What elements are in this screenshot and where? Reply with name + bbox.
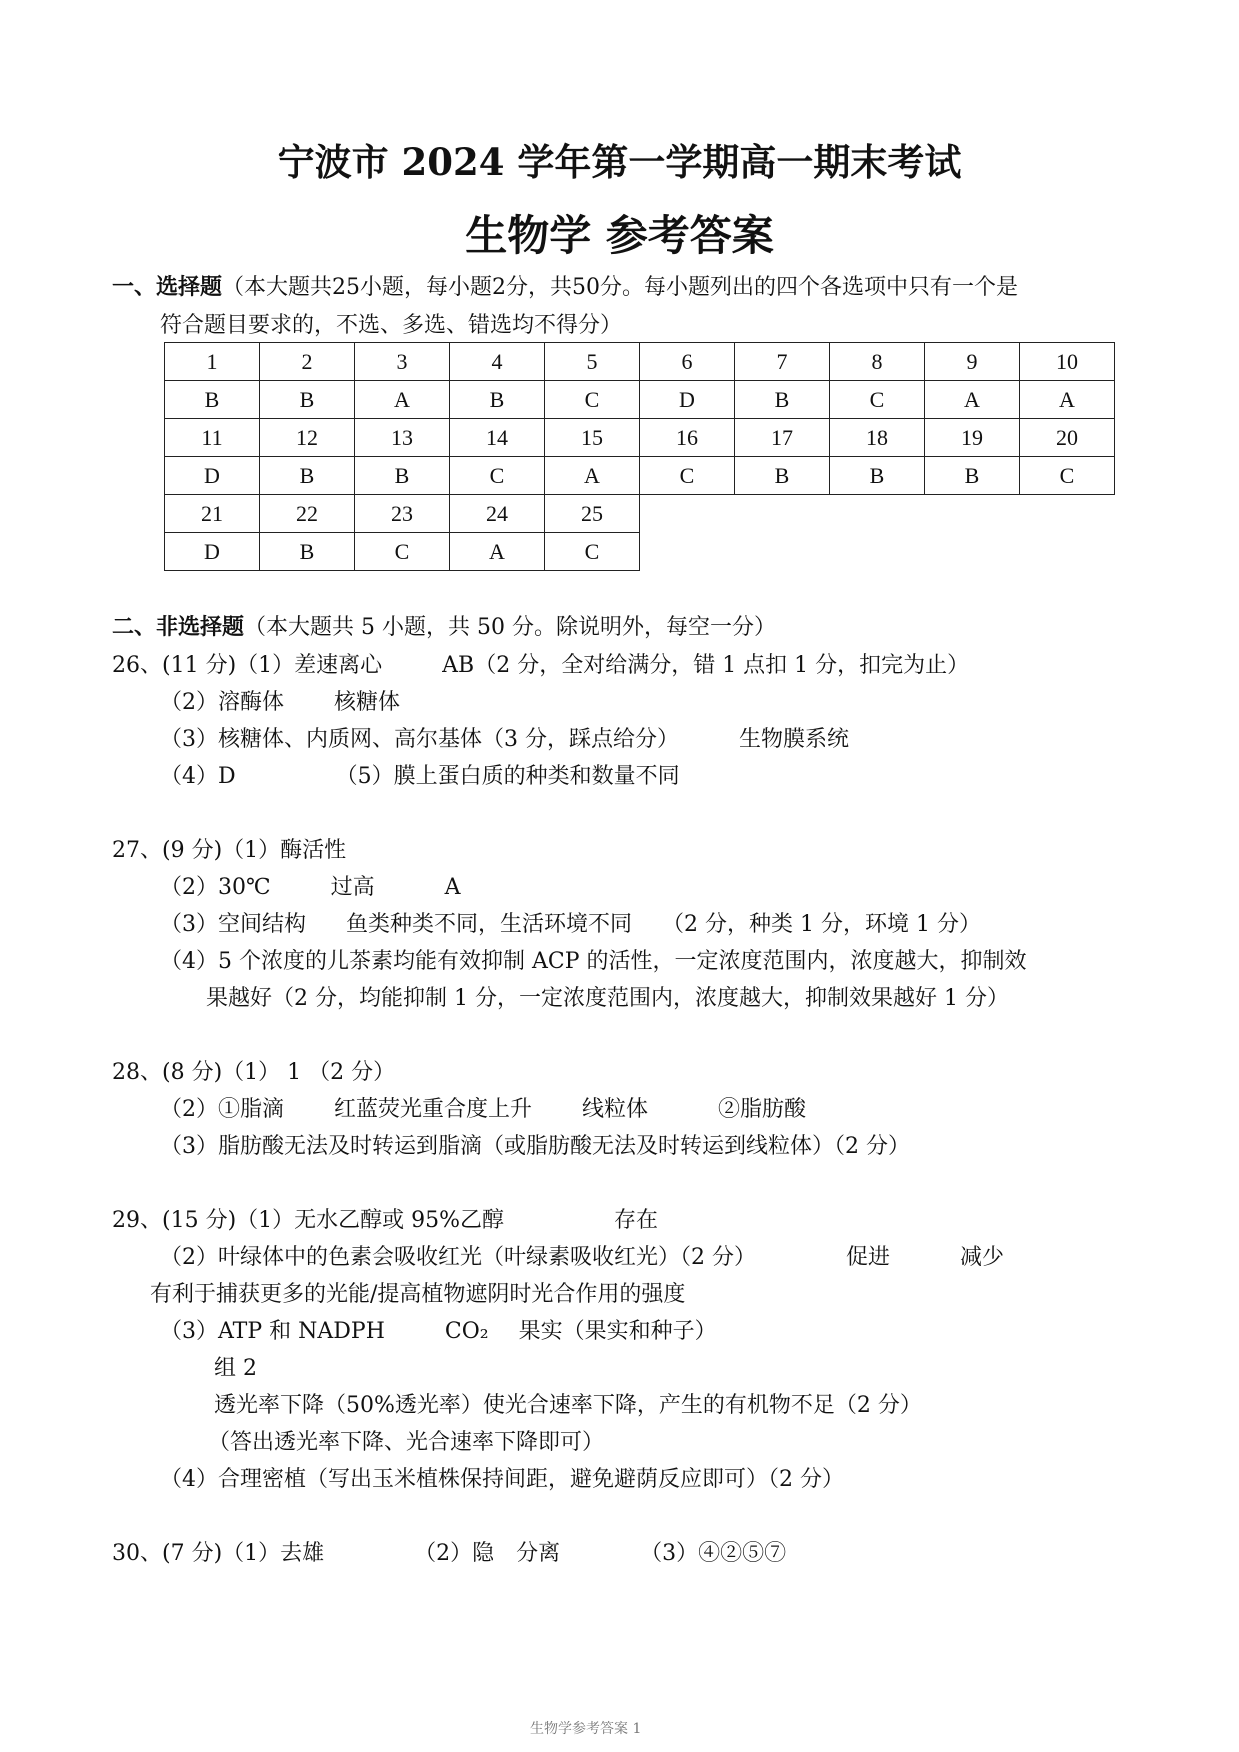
table-cell: 16 xyxy=(640,419,735,457)
empty-cell xyxy=(830,495,925,533)
q26-line-3 xyxy=(160,722,849,753)
q26-part-3: （3）核糖体、内质网、高尔基体（3 分，踩点给分） xyxy=(160,727,679,752)
empty-cell xyxy=(735,533,830,571)
q29-part-1b: 存在 xyxy=(614,1208,659,1233)
table-cell: 5 xyxy=(545,343,640,381)
q29-line-7: （答出透光率下降、光合速率下降即可） xyxy=(208,1430,605,1455)
table-cell: C xyxy=(1020,457,1115,495)
table-cell: 7 xyxy=(735,343,830,381)
table-cell: 12 xyxy=(260,419,355,457)
page-footer: 生物学参考答案 1 xyxy=(530,1721,642,1737)
q27-line-1: 27、(9 分)（1）酶活性 xyxy=(112,838,347,863)
table-cell: B xyxy=(925,457,1020,495)
table-cell: D xyxy=(165,533,260,571)
table-cell: B xyxy=(260,533,355,571)
q27-line-2 xyxy=(160,870,461,901)
page-subtitle: 生物学 参考答案 xyxy=(465,211,774,260)
q28-line-3: （3）脂肪酸无法及时转运到脂滴（或脂肪酸无法及时转运到线粒体）（2 分） xyxy=(160,1134,910,1159)
table-row xyxy=(165,419,1115,457)
table-cell: B xyxy=(355,457,450,495)
q29-part-4c: 果实（果实和种子） xyxy=(518,1319,717,1344)
q30-line-1 xyxy=(112,1536,786,1567)
table-cell: 19 xyxy=(925,419,1020,457)
empty-cell xyxy=(640,495,735,533)
q26-part-1: 26、(11 分)（1）差速离心 xyxy=(112,653,383,678)
table-cell: B xyxy=(450,381,545,419)
q29-part-4b: CO₂ xyxy=(444,1319,489,1344)
q28-part-2b: 红蓝荧光重合度上升 xyxy=(334,1097,533,1122)
table-cell: 14 xyxy=(450,419,545,457)
q29-line-3: 有利于捕获更多的光能/提高植物遮阴时光合作用的强度 xyxy=(150,1282,686,1307)
q29-part-2a: （2）叶绿体中的色素会吸收红光（叶绿素吸收红光）（2 分） xyxy=(160,1245,756,1270)
table-cell: D xyxy=(640,381,735,419)
section1-desc-2: 符合题目要求的，不选、多选、错选均不得分） xyxy=(160,313,623,338)
table-cell: C xyxy=(830,381,925,419)
q28-line-1: 28、(8 分)（1） 1 （2 分） xyxy=(112,1060,396,1085)
table-row xyxy=(165,533,1115,571)
q27-part-2a: （2）30℃ xyxy=(160,875,271,900)
q30-part-1c: （3）④②⑤⑦ xyxy=(640,1541,787,1566)
q28-part-2d: ②脂肪酸 xyxy=(718,1097,807,1122)
q26-part-5: （5）膜上蛋白质的种类和数量不同 xyxy=(335,764,680,789)
table-cell: A xyxy=(1020,381,1115,419)
q29-line-4 xyxy=(160,1314,717,1345)
page-title: 宁波市 2024 学年第一学期高一期末考试 xyxy=(277,140,962,184)
table-cell: 4 xyxy=(450,343,545,381)
table-cell: 13 xyxy=(355,419,450,457)
q28-line-2 xyxy=(160,1092,806,1123)
q30-part-1a: 30、(7 分)（1）去雄 xyxy=(112,1541,325,1566)
q27-part-2c: A xyxy=(444,875,461,900)
table-cell: 1 xyxy=(165,343,260,381)
table-cell: A xyxy=(545,457,640,495)
empty-cell xyxy=(1020,495,1115,533)
table-cell: 24 xyxy=(450,495,545,533)
q26-line-2 xyxy=(160,685,400,716)
table-cell: C xyxy=(355,533,450,571)
table-cell: C xyxy=(545,381,640,419)
q27-line-4: （4）5 个浓度的儿茶素均能有效抑制 ACP 的活性，一定浓度范围内，浓度越大，抑制效 xyxy=(160,949,1027,974)
q26-line-1 xyxy=(112,648,969,679)
table-cell: 8 xyxy=(830,343,925,381)
table-cell: B xyxy=(260,381,355,419)
section1-heading: 一、选择题 xyxy=(112,274,223,300)
table-row xyxy=(165,495,1115,533)
table-cell: 15 xyxy=(545,419,640,457)
q29-part-2b: 促进 xyxy=(846,1245,891,1270)
section2-desc: （本大题共 5 小题，共 50 分。除说明外，每空一分） xyxy=(244,615,776,640)
section1-desc-1: （本大题共25小题，每小题2分，共50分。每小题列出的四个各选项中只有一个是 xyxy=(222,275,1019,300)
q27-part-3c: （2 分，种类 1 分，环境 1 分） xyxy=(662,912,981,937)
table-cell: 25 xyxy=(545,495,640,533)
q26-part-1b: AB（2 分，全对给满分，错 1 点扣 1 分，扣完为止） xyxy=(442,653,970,678)
q29-line-2 xyxy=(160,1240,1004,1271)
table-cell: 17 xyxy=(735,419,830,457)
table-cell: 11 xyxy=(165,419,260,457)
empty-cell xyxy=(1020,533,1115,571)
table-cell: B xyxy=(830,457,925,495)
q29-part-1a: 29、(15 分)（1）无水乙醇或 95%乙醇 xyxy=(112,1208,505,1233)
section2-line xyxy=(112,610,776,641)
empty-cell xyxy=(925,533,1020,571)
section2-heading: 二、非选择题 xyxy=(112,614,245,640)
section1-line1 xyxy=(112,270,1018,301)
q26-part-3b: 生物膜系统 xyxy=(739,727,850,752)
table-cell: B xyxy=(260,457,355,495)
q27-part-2b: 过高 xyxy=(330,875,375,900)
table-cell: 20 xyxy=(1020,419,1115,457)
table-cell: 10 xyxy=(1020,343,1115,381)
empty-cell xyxy=(735,495,830,533)
table-cell: 3 xyxy=(355,343,450,381)
q28-part-2c: 线粒体 xyxy=(582,1097,649,1122)
q29-line-1 xyxy=(112,1203,658,1234)
table-cell: A xyxy=(450,533,545,571)
answer-table xyxy=(164,342,1115,571)
empty-cell xyxy=(830,533,925,571)
table-cell: 23 xyxy=(355,495,450,533)
table-cell: B xyxy=(165,381,260,419)
table-cell: 9 xyxy=(925,343,1020,381)
table-row xyxy=(165,457,1115,495)
table-cell: A xyxy=(355,381,450,419)
table-cell: D xyxy=(165,457,260,495)
table-cell: B xyxy=(735,381,830,419)
empty-cell xyxy=(640,533,735,571)
table-cell: C xyxy=(545,533,640,571)
q29-line-8: （4）合理密植（写出玉米植株保持间距，避免避荫反应即可）（2 分） xyxy=(160,1467,844,1492)
q29-part-4a: （3）ATP 和 NADPH xyxy=(160,1319,385,1344)
q26-part-4: （4）D xyxy=(160,764,236,789)
q26-part-2: （2）溶酶体 xyxy=(160,690,284,715)
q29-line-5: 组 2 xyxy=(214,1356,257,1381)
table-row xyxy=(165,343,1115,381)
table-cell: 22 xyxy=(260,495,355,533)
table-cell: 2 xyxy=(260,343,355,381)
table-cell: 18 xyxy=(830,419,925,457)
q26-line-4 xyxy=(160,759,680,790)
q27-part-3a: （3）空间结构 xyxy=(160,912,306,937)
empty-cell xyxy=(925,495,1020,533)
table-cell: C xyxy=(640,457,735,495)
table-cell: 21 xyxy=(165,495,260,533)
q27-line-3 xyxy=(160,907,981,938)
table-cell: B xyxy=(735,457,830,495)
table-cell: A xyxy=(925,381,1020,419)
table-cell: C xyxy=(450,457,545,495)
q30-part-1b: （2）隐 分离 xyxy=(414,1541,561,1566)
table-cell: 6 xyxy=(640,343,735,381)
q29-part-2c: 减少 xyxy=(960,1245,1005,1270)
q27-part-3b: 鱼类种类不同，生活环境不同 xyxy=(346,912,633,937)
q26-part-2b: 核糖体 xyxy=(334,690,401,715)
q27-line-5: 果越好（2 分，均能抑制 1 分，一定浓度范围内，浓度越大，抑制效果越好 1 分） xyxy=(206,986,1009,1011)
table-row xyxy=(165,381,1115,419)
q29-line-6: 透光率下降（50%透光率）使光合速率下降，产生的有机物不足（2 分） xyxy=(214,1393,922,1418)
q28-part-2a: （2）①脂滴 xyxy=(160,1097,284,1122)
